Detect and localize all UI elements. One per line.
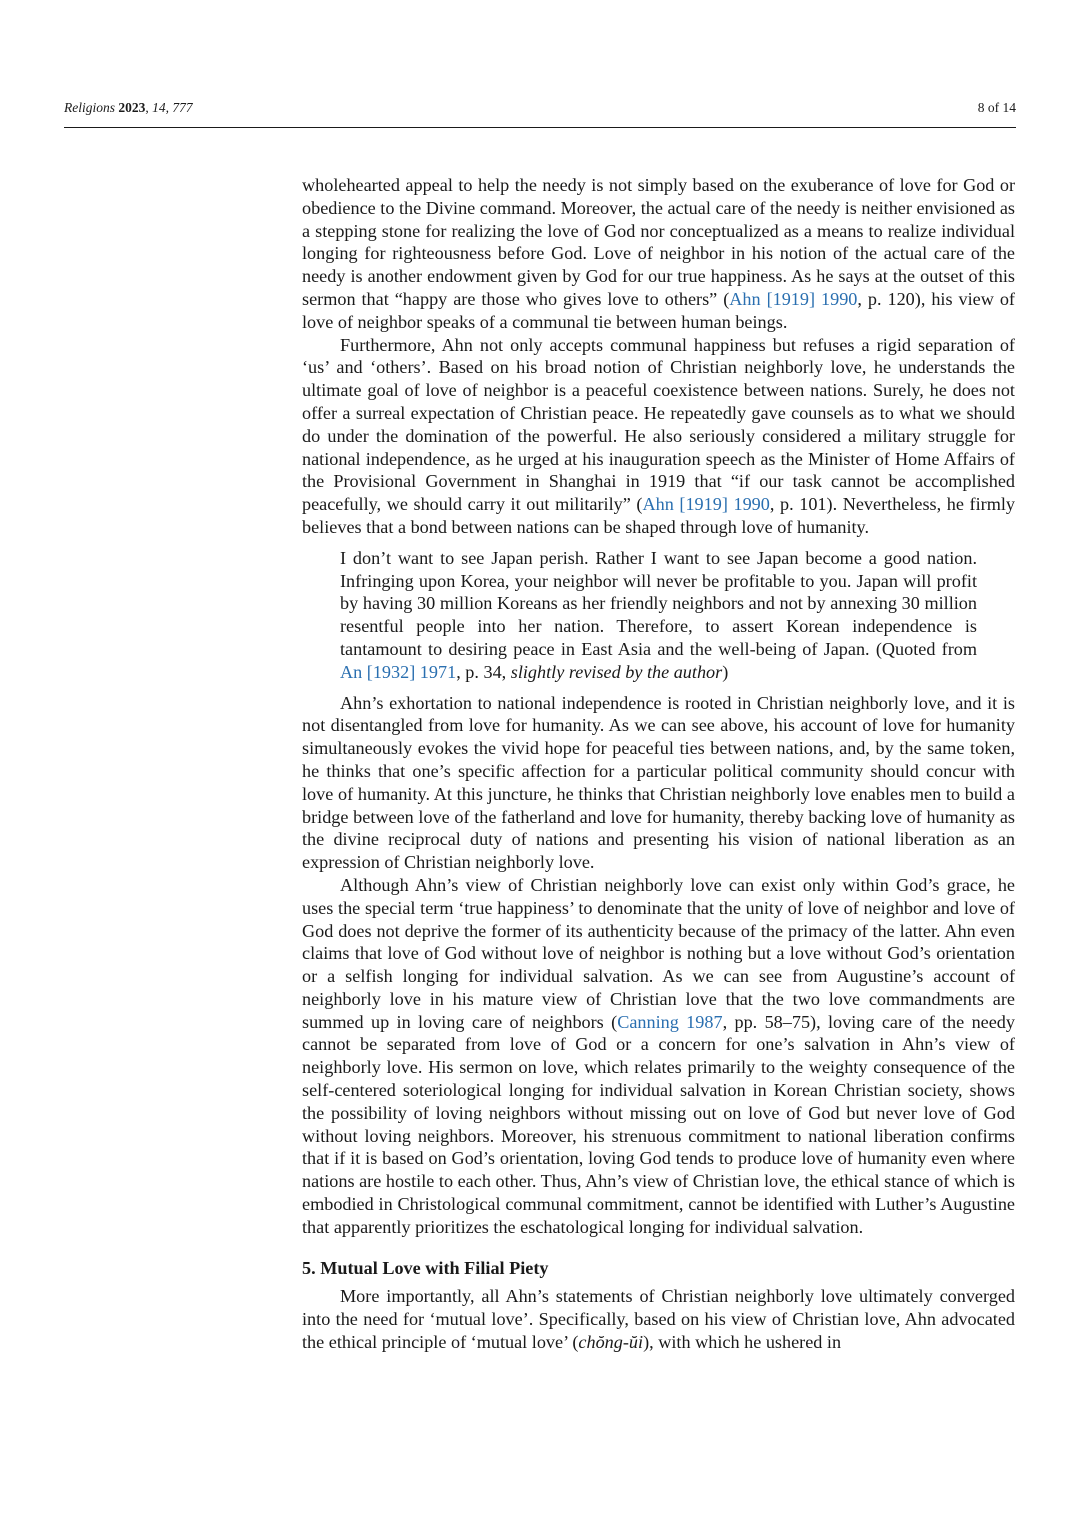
article-body [302, 174, 1015, 1354]
section-heading: 5. Mutual Love with Filial Piety [302, 1257, 549, 1278]
paragraph-3: Ahn’s exhortation to national independence is rooted in Christian neighborly love, and it is not disentangled from love for humanity. As we can see above, his account of love for humanity simultaneously evokes the vivid hope for peaceful ties between nations, and, by the same token, he thinks that one’s specific affection for a particular political community should concur with love of humanity. At this juncture, he thinks that Christian neighborly love enables men to build a bridge between love of the fatherland and love for humanity, thereby backing love of humanity as the divine reciprocal duty of nations and presenting his vision of national liberation as an expression of Christian neighborly love. [302, 692, 1015, 873]
paragraph-5-text-a: More importantly, all Ahn’s statements of Christian neighborly love ultimately converged into the need for ‘mutual love’. Specifically, based on his view of Christian love, Ahn advocated the ethical principle of ‘mutual love’ ( [302, 1286, 1015, 1353]
paragraph-4-text-b: , pp. 58–75), loving care of the needy cannot be separated from love of God or a concern for one’s salvation in Ahn’s view of neighborly love. His sermon on love, which relates primarily to the weighty consequence of the self-centered soteriological longing for individual salvation in Korean Christian society, shows the possibility of loving neighbors without missing out on love of God but never love of God without loving neighbors. Moreover, his strenuous commitment to national liberation confirms that if it is based on God’s orientation, loving God tends to produce love of humanity even where nations are hostile to each other. Thus, Ahn’s view of Christian love, the ethical stance of which is embodied in Christological communal commitment, cannot be identified with Luther’s Augustine that apparently prioritizes the eschatological longing for individual salvation. [302, 1011, 1015, 1237]
quote-text-a: I don’t want to see Japan perish. Rather I want to see Japan become a good nation. Infringing upon Korea, your neighbor will never be profitable to you. Japan will profit by having 30 million Koreans as her friendly neighbors and not by annexing 30 million resentful people into her nation. Therefore, to assert Korean independence is tantamount to desiring peace in East Asia and the well-being of Japan. (Quoted from [340, 547, 977, 659]
paragraph-2-text-b: , p. 101). Nevertheless, he firmly believes that a bond between nations can be shaped through love of humanity. [302, 494, 1015, 537]
paragraph-5 [302, 1285, 1015, 1353]
citation-link[interactable]: An [1932] 1971 [340, 661, 457, 682]
paragraph-1 [302, 174, 1015, 334]
quote-text-c: ) [722, 661, 729, 682]
running-header [64, 100, 1016, 122]
citation-link[interactable]: Ahn [1919] 1990 [642, 494, 770, 515]
paragraph-1-text-b: , p. 120), his view of love of neighbor speaks of a communal tie between human beings. [302, 288, 1015, 332]
quote-text-b: , p. 34, [456, 661, 511, 682]
header-rule [64, 127, 1016, 128]
journal-name: Religions [64, 100, 115, 115]
korean-term: chŏng-ŭi [578, 1332, 644, 1353]
page-number: 8 of 14 [977, 100, 1016, 115]
citation-link[interactable]: Canning 1987 [617, 1011, 723, 1032]
journal-citation: Religions 2023, 14, 777 [64, 100, 193, 115]
journal-year: 2023 [118, 100, 146, 115]
paragraph-4-text-a: Although Ahn’s view of Christian neighborly love can exist only within God’s grace, he uses the special term ‘true happiness’ to denominate that the unity of love of neighbor and love of God does not deprive the former of its authenticity because of the primacy of the latter. Ahn even claims that love of God without love of neighbor is nothing but a love without God’s orientation or a selfish longing for individual salvation. As we can see from Augustine’s account of neighborly love in his mature view of Christian love that the two love commandments are summed up in loving care of neighbors ( [302, 874, 1015, 1032]
quote-note: slightly revised by the author [510, 661, 723, 682]
block-quote [340, 547, 977, 684]
paragraph-2 [302, 334, 1015, 539]
paragraph-5-text-b: ), with which he ushered in [643, 1332, 842, 1353]
citation-link[interactable]: Ahn [1919] 1990 [729, 288, 858, 309]
paragraph-1-text-a: wholehearted appeal to help the needy is not simply based on the exuberance of love for God or obedience to the Divine command. Moreover, the actual care of the needy is neither envisioned as a stepping stone for realizing the love of God nor conceptualized as a means to realize individual longing for righteousness before God. Love of neighbor in his notion of the actual care of the needy is another endowment given by God for our true happiness. As he says at the outset of this sermon that “happy are those who gives love to others” ( [302, 175, 1015, 309]
paragraph-2-text-a: Furthermore, Ahn not only accepts communal happiness but refuses a rigid separation of ‘us’ and ‘others’. Based on his broad notion of Christian neighborly love, he understands the ultimate goal of love of neighbor is a peaceful coexistence between nations. Surely, he does not offer a surreal expectation of Christian peace. He repeatedly gave counsels as to what we should do under the domination of the powerful. He also seriously considered a military struggle for national independence, as he urged at his inauguration speech as the Minister of Home Affairs of the Provisional Government in Shanghai in 1919 that “if our task cannot be accomplished peacefully, we should carry it out militarily” ( [302, 334, 1015, 515]
paragraph-4 [302, 874, 1015, 1239]
journal-volume: 14, 777 [152, 100, 193, 115]
